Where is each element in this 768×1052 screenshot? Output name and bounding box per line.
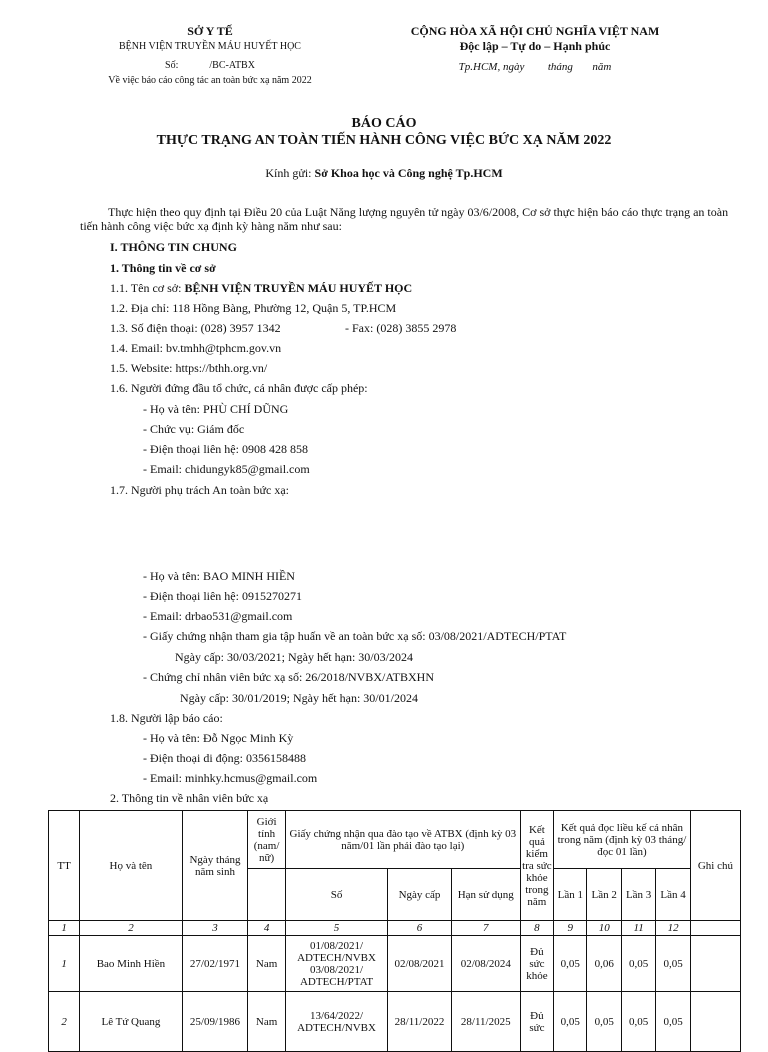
ministry-name: SỞ Y TẾ [187,24,233,38]
col-number: 6 [388,921,452,936]
hospital-name: BỆNH VIỆN TRUYỀN MÁU HUYẾT HỌC [119,41,301,52]
header-dose-3: Lần 3 [621,869,655,921]
rso-label: 1.7. Người phụ trách An toàn bức xạ: [110,483,289,497]
subsection-heading-2: 2. Thông tin về nhân viên bức xạ [110,791,269,805]
header-cert: Giấy chứng nhận qua đào tạo về ATBX (định kỳ 03 năm/01 lần phải đào tạo lại) [285,811,520,869]
header-gender-spacer [248,869,286,921]
row-issue: 28/11/2022 [388,992,452,1052]
row-cert-no: 13/64/2022/ ADTECH/NVBX [285,992,387,1052]
row-tt: 2 [49,992,80,1052]
header-dose: Kết quả đọc liều kế cá nhân trong năm (định kỳ 03 tháng/đọc 01 lần) [554,811,691,869]
rso-cert1: - Giấy chứng nhận tham gia tập huấn về an toàn bức xạ số: 03/08/2021/ADTECH/PTAT [143,629,567,643]
table-row [49,936,741,992]
header-left [70,24,350,88]
reporter-phone: - Điện thoại di động: 0356158488 [143,751,306,765]
row-tt: 1 [49,936,80,992]
reporter-name: - Họ và tên: Đỗ Ngọc Minh Kỳ [143,731,294,745]
facility-address: 1.2. Địa chỉ: 118 Hồng Bàng, Phường 12, Quận 5, TP.HCM [110,301,397,315]
date-month: tháng [547,61,573,73]
row-note [690,936,740,992]
row-dose-4: 0,05 [656,936,690,992]
recipient-line [0,166,768,181]
header-right [390,24,680,75]
rso-phone: - Điện thoại liên hệ: 0915270271 [143,589,302,603]
rso-cert2-dates: Ngày cấp: 30/01/2019; Ngày hết hạn: 30/01/2024 [180,691,418,705]
col-number: 5 [285,921,387,936]
reporter-email: - Email: minhky.hcmus@gmail.com [143,771,318,785]
row-dose-2: 0,05 [587,992,621,1052]
row-name: Lê Tứ Quang [80,992,182,1052]
head-name: - Họ và tên: PHÙ CHÍ DŨNG [143,402,289,416]
head-title: - Chức vụ: Giám đốc [143,422,245,436]
head-phone: - Điện thoại liên hệ: 0908 428 858 [143,442,308,456]
header-dob: Ngày tháng năm sinh [182,811,248,921]
head-label: 1.6. Người đứng đầu tổ chức, cá nhân được cấp phép: [110,381,368,395]
doc-number-suffix: /BC-ATBX [209,60,255,71]
head-email: - Email: chidungyk85@gmail.com [143,462,310,476]
facility-phone: 1.3. Số điện thoại: (028) 3957 1342 [110,321,281,335]
row-expiry: 02/08/2024 [451,936,520,992]
row-note [690,992,740,1052]
date-line [390,60,680,75]
date-year: năm [592,61,612,73]
header-dose-1: Lần 1 [554,869,587,921]
col-number: 9 [554,921,587,936]
facility-website: 1.5. Website: https://bthh.org.vn/ [110,361,268,375]
country-motto: Độc lập – Tự do – Hạnh phúc [459,39,611,53]
facility-name-label: 1.1. Tên cơ sở: [110,281,185,295]
facility-name-value: BỆNH VIỆN TRUYỀN MÁU HUYẾT HỌC [184,281,413,295]
row-gender: Nam [248,992,286,1052]
table-row [49,992,741,1052]
row-dose-4: 0,05 [656,992,690,1052]
staff-table [48,810,741,1052]
row-dose-2: 0,06 [587,936,621,992]
header-issue-date: Ngày cấp [388,869,452,921]
row-dose-3: 0,05 [621,936,655,992]
header-health: Kết quả kiểm tra sức khỏe trong năm [520,811,553,921]
col-number: 7 [451,921,520,936]
rso-name: - Họ và tên: BAO MINH HIỀN [143,569,295,583]
col-number: 2 [80,921,182,936]
row-dose-1: 0,05 [554,992,587,1052]
row-issue: 02/08/2021 [388,936,452,992]
header-note: Ghi chú [690,811,740,921]
facility-name [110,278,412,298]
row-name: Bao Minh Hiền [80,936,182,992]
col-number: 12 [656,921,690,936]
col-number-empty [690,921,740,936]
doc-number-prefix: Số: [165,60,179,71]
row-dob: 27/02/1971 [182,936,248,992]
row-cert-no: 01/08/2021/ ADTECH/NVBX 03/08/2021/ ADTECH/PTAT [285,936,387,992]
header-expiry: Hạn sử dụng [451,869,520,921]
facility-fax: - Fax: (028) 3855 2978 [345,321,457,335]
report-title: BÁO CÁO [351,116,417,131]
rso-email: - Email: drbao531@gmail.com [143,609,293,623]
header-dose-4: Lần 4 [656,869,690,921]
rso-cert1-dates: Ngày cấp: 30/03/2021; Ngày hết hạn: 30/03/2024 [175,650,413,664]
header-cert-no: Số [285,869,387,921]
row-gender: Nam [248,936,286,992]
header-tt: TT [49,811,80,921]
country-name: CỘNG HÒA XÃ HỘI CHỦ NGHĨA VIỆT NAM [410,24,660,38]
col-number: 1 [49,921,80,936]
doc-number [70,58,350,73]
rso-cert2: - Chứng chỉ nhân viên bức xạ số: 26/2018/NVBX/ATBXHN [143,670,434,684]
reporter-label: 1.8. Người lập báo cáo: [110,711,223,725]
section-heading: I. THÔNG TIN CHUNG [110,240,237,254]
col-number: 3 [182,921,248,936]
subsection-heading-1: 1. Thông tin về cơ sở [110,261,216,275]
column-number-row [49,921,741,936]
col-number: 4 [248,921,286,936]
row-dose-3: 0,05 [621,992,655,1052]
col-number: 11 [621,921,655,936]
col-number: 8 [520,921,553,936]
row-dose-1: 0,05 [554,936,587,992]
row-dob: 25/09/1986 [182,992,248,1052]
date-place: Tp.HCM, ngày [458,61,525,73]
recipient-name: Sở Khoa học và Công nghệ Tp.HCM [314,166,503,180]
intro-paragraph: Thực hiện theo quy định tại Điều 20 của Luật Năng lượng nguyên tử ngày 03/6/2008, Cơ sở thực hiện báo cáo thực trạng an toàn tiến hành công việc bức xạ định kỳ hàng năm như sau: [80,205,729,233]
row-health: Đủ sức [520,992,553,1052]
recipient-prefix: Kính gửi: [265,166,315,180]
report-subtitle: THỰC TRẠNG AN TOÀN TIẾN HÀNH CÔNG VIỆC BỨC XẠ NĂM 2022 [156,133,612,148]
facility-email: 1.4. Email: bv.tmhh@tphcm.gov.vn [110,341,282,355]
table-header-row [49,811,741,869]
row-expiry: 28/11/2025 [451,992,520,1052]
row-health: Đủ sức khỏe [520,936,553,992]
header-name: Họ và tên [80,811,182,921]
header-gender: Giới tính (nam/ nữ) [248,811,286,869]
col-number: 10 [587,921,621,936]
header-dose-2: Lần 2 [587,869,621,921]
doc-subject: Về việc báo cáo công tác an toàn bức xạ năm 2022 [108,75,312,86]
